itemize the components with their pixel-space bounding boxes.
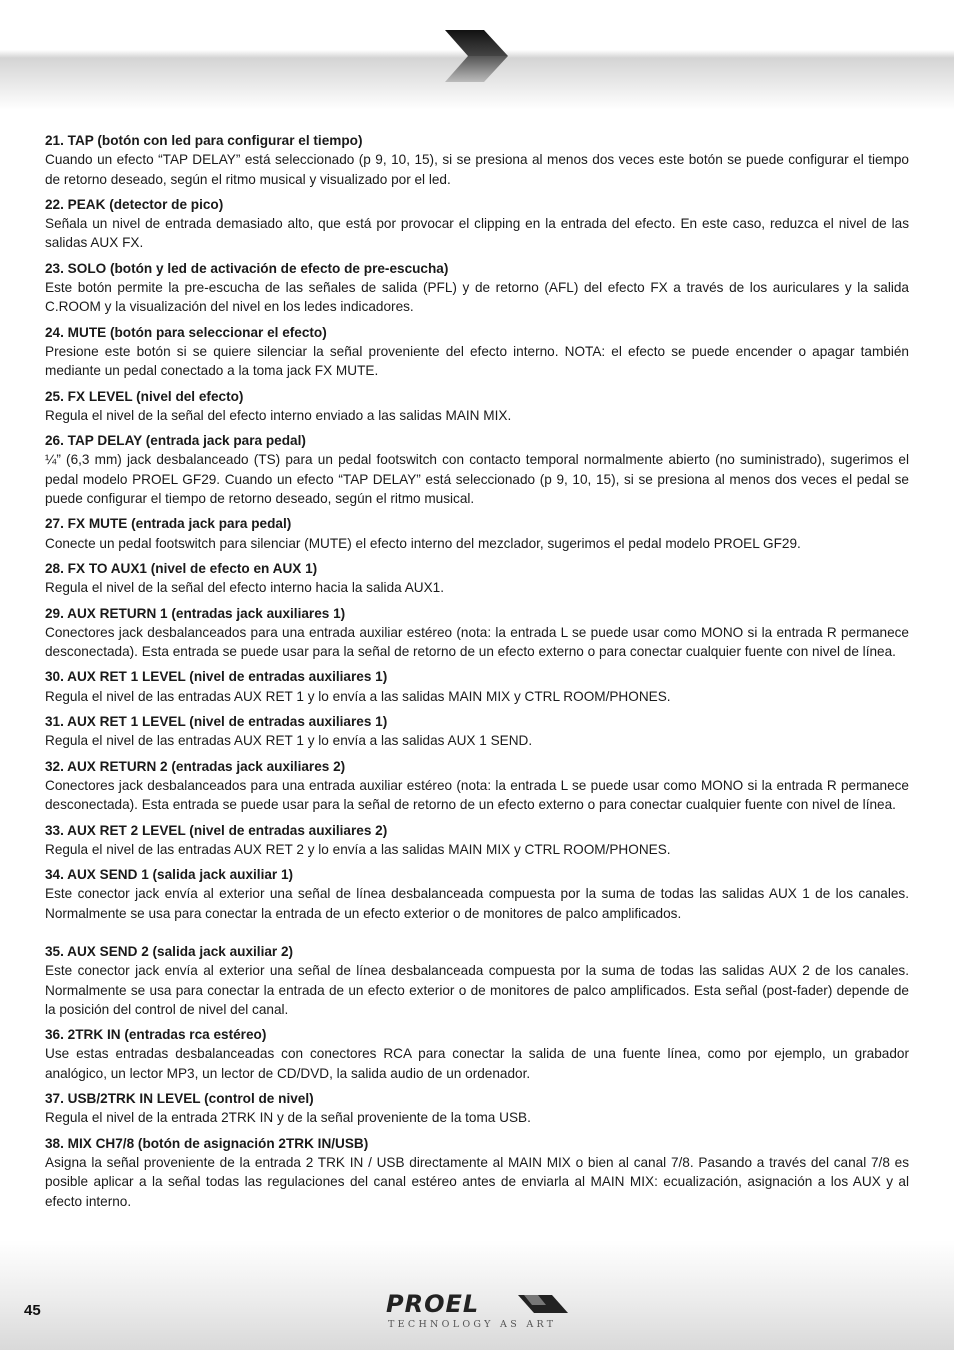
list-item (45, 259, 909, 317)
item-title: 38. MIX CH7/8 (botón de asignación 2TRK IN/USB) (45, 1135, 369, 1151)
list-item (45, 1134, 909, 1211)
item-title: 27. FX MUTE (entrada jack para pedal) (45, 516, 292, 532)
item-text: Regula el nivel de las entradas AUX RET 1 y lo envía a las salidas MAIN MIX y CTRL ROOM/PHONES. (45, 688, 671, 704)
list-item (45, 431, 909, 508)
logo-wordmark: PROEL (386, 1290, 480, 1318)
list-item (45, 604, 909, 662)
item-text: Regula el nivel de las entradas AUX RET 2 y lo envía a las salidas MAIN MIX y CTRL ROOM/PHONES. (45, 841, 671, 857)
list-item (45, 131, 909, 189)
list-item (45, 323, 909, 381)
item-text: Regula el nivel de las entradas AUX RET 1 y lo envía a las salidas AUX 1 SEND. (45, 733, 533, 749)
item-text: Este botón permite la pre-escucha de las señales de salida (PFL) y de retorno (AFL) del efecto FX a través de los auriculares y la salida C.ROOM y la visualización del nivel en los ledes indicadores. (45, 280, 909, 315)
item-text: Regula el nivel de la señal del efecto interno hacia la salida AUX1. (45, 580, 445, 596)
list-item (45, 942, 909, 1019)
list-item (45, 712, 909, 751)
content-column (45, 131, 909, 1217)
list-item (45, 865, 909, 923)
item-title: 22. PEAK (detector de pico) (45, 196, 224, 212)
list-item (45, 1089, 909, 1128)
item-title: 21. TAP (botón con led para configurar el tiempo) (45, 133, 363, 148)
item-title: 36. 2TRK IN (entradas rca estéreo) (45, 1027, 267, 1043)
list-item (45, 195, 909, 253)
item-text: Conectores jack desbalanceados para una entrada auxiliar estéreo (nota: la entrada L se puede usar como MONO si la entrada R permanece desconectada). Esta entrada se puede usar para la señal de retorno de un efecto externo o para conectar cualquier fuente con nivel de línea. (45, 624, 909, 660)
item-text: Presione este botón si se quiere silenciar la señal proveniente del efecto interno. NOTA: el efecto se puede encender o apagar también mediante un pedal conectado a la toma jack FX MUTE. (45, 343, 909, 379)
chevron-right-icon (442, 28, 512, 84)
item-title: 29. AUX RETURN 1 (entradas jack auxiliares 1) (45, 605, 346, 621)
item-title: 34. AUX SEND 1 (salida jack auxiliar 1) (45, 867, 294, 883)
logo (386, 1290, 572, 1336)
item-text: Regula el nivel de la entrada 2TRK IN y de la señal proveniente de la toma USB. (45, 1110, 531, 1126)
item-title: 23. SOLO (botón y led de activación de efecto de pre-escucha) (45, 260, 449, 276)
logo-tagline: TECHNOLOGY AS ART (388, 1319, 557, 1330)
list-item (45, 514, 909, 553)
item-text: Regula el nivel de la señal del efecto interno enviado a las salidas MAIN MIX. (45, 407, 512, 423)
item-title: 30. AUX RET 1 LEVEL (nivel de entradas auxiliares 1) (45, 669, 388, 685)
item-title: 37. USB/2TRK IN LEVEL (control de nivel) (45, 1091, 314, 1107)
list-item (45, 821, 909, 860)
list-item (45, 1025, 909, 1083)
item-title: 33. AUX RET 2 LEVEL (nivel de entradas auxiliares 2) (45, 822, 388, 838)
item-title: 24. MUTE (botón para seleccionar el efecto) (45, 324, 327, 340)
item-title: 35. AUX SEND 2 (salida jack auxiliar 2) (45, 943, 294, 959)
item-text: Este conector jack envía al exterior una señal de línea desbalanceada compuesta por la suma de todas las salidas AUX 1 de los canales. Normalmente se usa para conectar la entrada de un efecto exterior o de monitores de palco amplificados. (45, 886, 909, 921)
item-text: Asigna la señal proveniente de la entrada 2 TRK IN / USB directamente al MAIN MIX o bien al canal 7/8. Pasando a través del canal 7/8 es posible aplicar a la señal todas las regulaciones del canal estéreo antes de enviarla al MAIN MIX: ecualización, asignación a los AUX y al efecto interno. (45, 1154, 909, 1209)
list-item (45, 667, 909, 706)
item-text: Conectores jack desbalanceados para una entrada auxiliar estéreo (nota: la entrada L se puede usar como MONO si la entrada R permanece desconectada). Esta entrada se puede usar para la señal de retorno de un efecto externo o para conectar cualquier fuente con nivel de línea. (45, 777, 909, 813)
item-text: Conecte un pedal footswitch para silenciar (MUTE) el efecto interno del mezclador, sugerimos el pedal modelo PROEL GF29. (45, 535, 801, 551)
arrow-mark-icon (518, 1293, 570, 1315)
item-text: Use estas entradas desbalanceadas con conectores RCA para conectar la salida de una fuente línea, como por ejemplo, un grabador analógico, un lector MP3, un lector de CD/DVD, la salida audio de un ordenador. (45, 1046, 909, 1081)
item-title: 31. AUX RET 1 LEVEL (nivel de entradas auxiliares 1) (45, 714, 388, 730)
item-title: 25. FX LEVEL (nivel del efecto) (45, 388, 244, 404)
item-title: 26. TAP DELAY (entrada jack para pedal) (45, 433, 306, 449)
item-title: 32. AUX RETURN 2 (entradas jack auxiliares 2) (45, 758, 346, 774)
list-item (45, 387, 909, 426)
list-item (45, 559, 909, 598)
item-text: ¼” (6,3 mm) jack desbalanceado (TS) para un pedal footswitch con contacto temporal normalmente abierto (no suministrado), sugerimos el pedal modelo PROEL GF29. Cuando un efecto “TAP DELAY” está seleccionado (p 9, 10, 15), si se presiona al menos dos veces el pedal se puede configurar el tiempo de retorno deseado, según el ritmo musical. (45, 452, 909, 507)
list-item (45, 757, 909, 815)
item-text: Cuando un efecto “TAP DELAY” está seleccionado (p 9, 10, 15), si se presiona al menos dos veces este botón se puede configurar el tiempo de retorno deseado, según el ritmo musical y visualizado por el led. (45, 152, 909, 187)
item-text: Este conector jack envía al exterior una señal de línea desbalanceada compuesta por la suma de todas las salidas AUX 2 de los canales. Normalmente se usa para conectar la entrada de un efecto exterior o de monitores de palco amplificados. Esta señal (post-fader) depende de la posición del control de nivel del canal. (45, 963, 909, 1017)
page-number: 45 (24, 1302, 41, 1319)
item-title: 28. FX TO AUX1 (nivel de efecto en AUX 1) (45, 560, 318, 576)
item-text: Señala un nivel de entrada demasiado alto, que está por provocar el clipping en la entrada del efecto. En este caso, reduzca el nivel de las salidas AUX FX. (45, 216, 909, 251)
